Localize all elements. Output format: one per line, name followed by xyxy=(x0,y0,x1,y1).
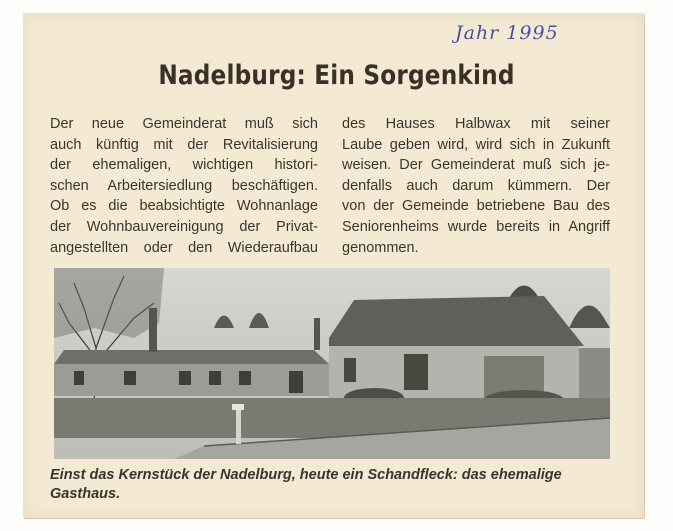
text-line: Ob es die beabsichtigte Wohnanlage xyxy=(50,198,318,215)
text-line: denfalls auch darum kümmern. Der xyxy=(342,177,610,194)
text-line: Seniorenheims wurde bereits in Angriff xyxy=(342,218,610,235)
article-photo xyxy=(54,268,610,459)
text-line: Der neue Gemeinderat muß sich xyxy=(50,116,318,132)
handwritten-year-note: Jahr 1995 xyxy=(455,22,559,44)
article-headline: Nadelburg: Ein Sorgenkind xyxy=(158,60,515,91)
text-line: auch künftig mit der Revitalisierung xyxy=(50,136,318,153)
photo-building-illustration xyxy=(54,268,610,459)
text-line: der ehemaligen, wichtigen histori- xyxy=(50,157,318,174)
text-line: der Wohnbauvereinigung der Privat- xyxy=(50,218,318,235)
caption-line: Einst das Kernstück der Nadelburg, heute ein Schandfleck: das ehemalige xyxy=(50,467,562,483)
text-line: von der Gemeinde betriebene Bau des xyxy=(342,198,610,215)
caption-line: Gasthaus. xyxy=(50,486,121,502)
article-column-right xyxy=(342,114,610,258)
text-line: weisen. Der Gemeinderat muß sich je- xyxy=(342,157,610,174)
text-line: Laube geben wird, wird sich in Zukunft xyxy=(342,136,610,153)
text-line: schen Arbeitersiedlung beschäftigen. xyxy=(50,177,318,194)
text-line: genommen. xyxy=(342,239,419,256)
photo-caption xyxy=(50,466,620,504)
text-line: angestellten oder den Wiederaufbau xyxy=(50,239,318,256)
text-line: des Hauses Halbwax mit seiner xyxy=(342,116,610,132)
article-column-left xyxy=(50,114,318,258)
